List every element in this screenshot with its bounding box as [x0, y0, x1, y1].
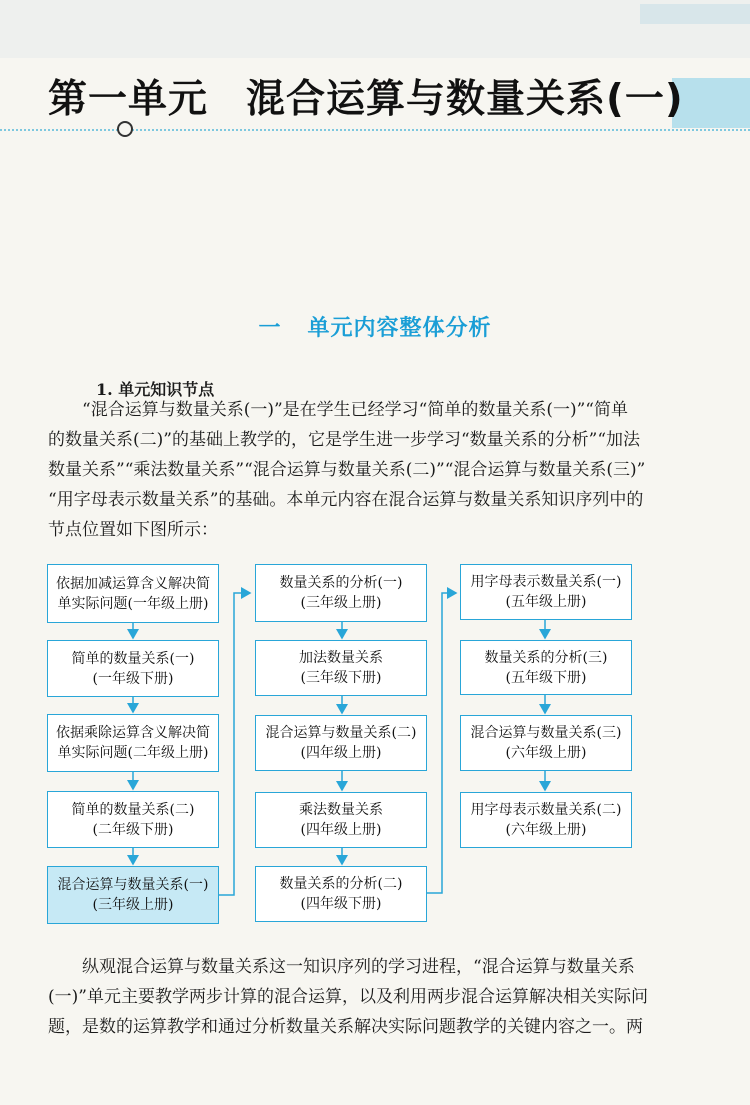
node-addition-relations: 加法数量关系 (三年级下册) [255, 640, 427, 696]
node-multiplication-relations: 乘法数量关系 (四年级上册) [255, 792, 427, 848]
node-relation-analysis-2: 数量关系的分析(二) (四年级下册) [255, 866, 427, 922]
section-text: 单元内容整体分析 [307, 316, 492, 341]
sub-heading: 1. 单元知识节点 [96, 380, 215, 399]
node-letter-relations-2: 用字母表示数量关系(二) (六年级上册) [460, 792, 632, 848]
paragraph-line: 纵观混合运算与数量关系这一知识序列的学习进程，“混合运算与数量关系 [82, 957, 635, 977]
paragraph-line: 的数量关系(二)”的基础上教学的，它是学生进一步学习“数量关系的分析”“加法 [48, 430, 641, 450]
paragraph-line: “用字母表示数量关系”的基础。本单元内容在混合运算与数量关系知识序列中的 [48, 490, 644, 510]
node-simple-relations-2: 简单的数量关系(二) (二年级下册) [47, 791, 219, 848]
paragraph-line: 数量关系”“乘法数量关系”“混合运算与数量关系(二)”“混合运算与数量关系(三)” [48, 460, 646, 480]
node-muldiv-problems: 依据乘除运算含义解决简 单实际问题(二年级上册) [47, 714, 219, 772]
paragraph-summary [48, 952, 648, 1042]
paragraph-line: 节点位置如下图所示： [48, 520, 218, 540]
node-relation-analysis-1: 数量关系的分析(一) (三年级上册) [255, 564, 427, 622]
paragraph-line: “混合运算与数量关系(一)”是在学生已经学习“简单的数量关系(一)”“简单 [82, 400, 628, 420]
node-relation-analysis-3: 数量关系的分析(三) (五年级下册) [460, 640, 632, 695]
chapter-name: 混合运算与数量关系(一) [246, 77, 684, 122]
node-mixed-ops-2: 混合运算与数量关系(二) (四年级上册) [255, 715, 427, 771]
node-mixed-ops-3: 混合运算与数量关系(三) (六年级上册) [460, 715, 632, 771]
paragraph-line: 题，是数的运算教学和通过分析数量关系解决实际问题教学的关键内容之一。两 [48, 1017, 643, 1037]
node-simple-relations-1: 简单的数量关系(一) (一年级下册) [47, 640, 219, 697]
node-mixed-ops-1-current: 混合运算与数量关系(一) (三年级上册) [47, 866, 219, 924]
node-letter-relations-1: 用字母表示数量关系(一) (五年级上册) [460, 564, 632, 620]
paragraph-line: (一)”单元主要教学两步计算的混合运算，以及利用两步混合运算解决相关实际问 [48, 987, 648, 1007]
arrow-c1-to-c2 [219, 593, 250, 895]
chapter-unit: 第一单元 [48, 77, 209, 122]
node-addsub-problems: 依据加减运算含义解决简 单实际问题(一年级上册) [47, 564, 219, 623]
arrow-c2-to-c3 [427, 593, 456, 893]
section-number: 一 [258, 316, 282, 341]
